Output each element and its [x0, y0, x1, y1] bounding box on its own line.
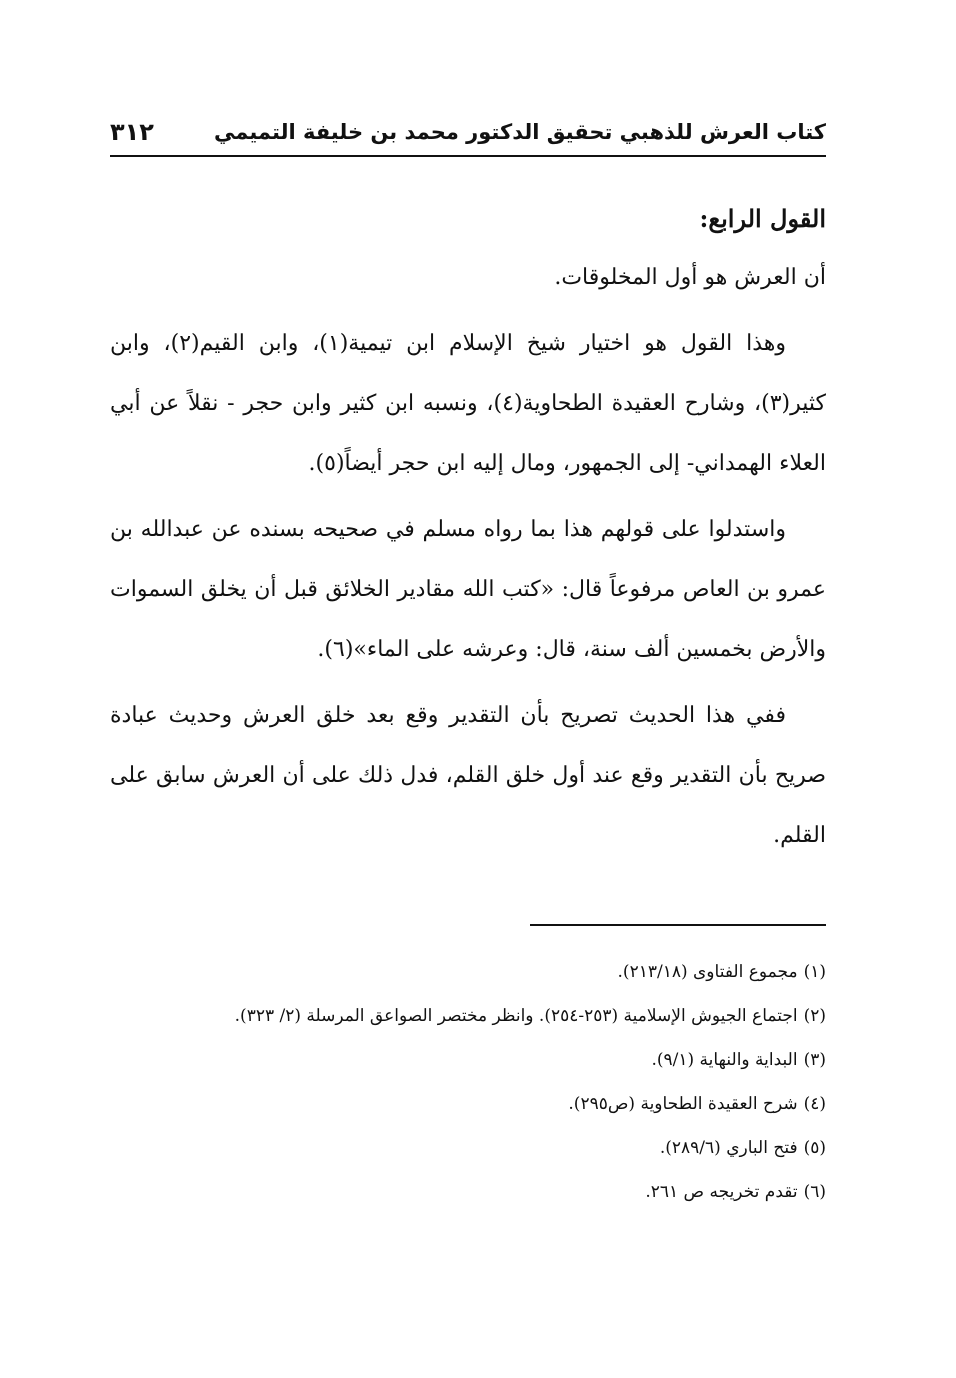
- footnotes: [110, 950, 826, 1214]
- footnote-2: [110, 994, 826, 1038]
- footnote-1: [110, 950, 826, 994]
- footnote-5: [110, 1126, 826, 1170]
- paragraph-1: أن العرش هو أول المخلوقات.: [554, 265, 826, 290]
- page-header: [110, 112, 826, 152]
- footnote-text: مجموع الفتاوى (٢١٣/١٨).: [617, 962, 798, 982]
- paragraph-2: وهذا القول هو اختيار شيخ الإسلام ابن تيمية(١)، وابن القيم(٢)، وابن كثير(٣)، وشارح العقيدة الطحاوية(٤)، ونسبه ابن كثير وابن حجر - نقلاً عن أبي العلاء الهمداني- إلى الجمهور، ومال إليه ابن حجر أيضاً(٥).: [110, 331, 826, 476]
- footnote-text: البداية والنهاية (٩/١).: [651, 1050, 798, 1070]
- footnote-4: [110, 1082, 826, 1126]
- footnote-text: شرح العقيدة الطحاوية (ص٢٩٥).: [568, 1094, 798, 1114]
- footnote-number: (٤): [803, 1094, 826, 1114]
- main-text: [110, 190, 826, 866]
- footnote-number: (٣): [803, 1050, 826, 1070]
- footnote-text: فتح الباري (٢٨٩/٦).: [659, 1138, 798, 1158]
- footnote-number: (٢): [803, 1006, 826, 1026]
- footnote-number: (٥): [803, 1138, 826, 1158]
- running-title: كتاب العرش للذهبي تحقيق الدكتور محمد بن خليفة التميمي: [214, 120, 826, 144]
- footnote-3: [110, 1038, 826, 1082]
- paragraph-4: ففي هذا الحديث تصريح بأن التقدير وقع بعد خلق العرش وحديث عبادة صريح بأن التقدير وقع عند أول خلق القلم، فدل ذلك على أن العرش سابق على القلم.: [110, 703, 826, 848]
- section-heading: القول الرابع:: [699, 204, 826, 233]
- footnote-text: اجتماع الجيوش الإسلامية (٢٥٣-٢٥٤). وانظر مختصر الصواعق المرسلة (٢/ ٣٢٣).: [234, 1006, 798, 1026]
- paragraph-3: واستدلوا على قولهم هذا بما رواه مسلم في صحيحه بسنده عن عبدالله بن عمرو بن العاص مرفوعاً قال: «كتب الله مقادير الخلائق قبل أن يخلق السموات والأرض بخمسين ألف سنة، قال: وعرشه على الماء»(٦).: [110, 517, 826, 662]
- page-number: ٣١٢: [110, 118, 154, 146]
- footnote-number: (٦): [803, 1182, 826, 1202]
- footnote-6: [110, 1170, 826, 1214]
- footnote-number: (١): [803, 962, 826, 982]
- footnote-text: تقدم تخريجه ص ٢٦١.: [645, 1182, 798, 1202]
- footnote-separator: [530, 924, 826, 926]
- header-rule: [110, 155, 826, 157]
